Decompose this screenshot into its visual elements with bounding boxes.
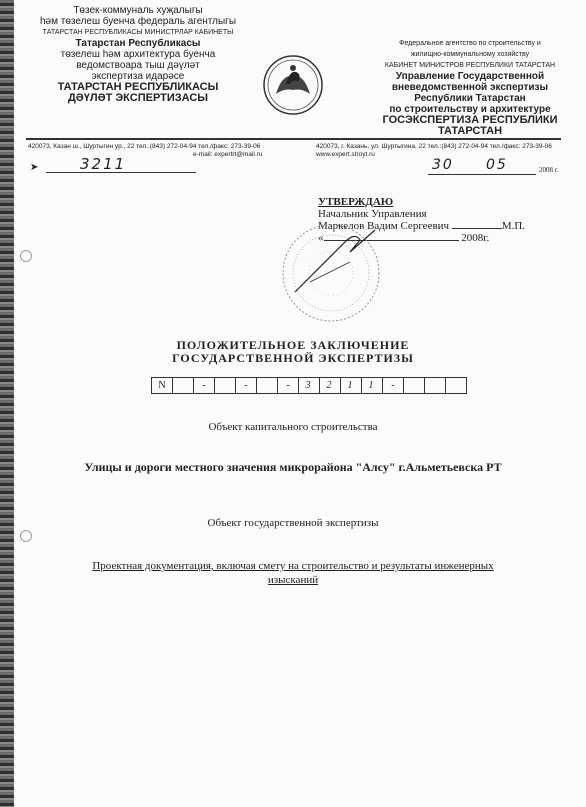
expertise-object-label: Объект государственной экспертизы [207, 517, 379, 529]
lh-right-line: Управление Государственной [395, 71, 545, 82]
email: e-mail: expertrt@mail.ru [193, 151, 263, 158]
lh-left-line: ДӘҮЛӘТ ЭКСПЕРТИЗАСЫ [67, 92, 209, 104]
punch-hole [20, 250, 32, 262]
letterhead-rule [26, 138, 561, 140]
lh-left-line: ведомствоара тыш дәүләт [76, 60, 200, 71]
date-underline [428, 174, 536, 175]
lh-right-line: КАБИНЕТ МИНИСТРОВ РЕСПУБЛИКИ ТАТАРСТАН [384, 62, 556, 69]
address-left: 420073, Казан ш., Шуртыгин ур., 22 тел.:(843) 272-04-94 тел./факс: 273-39-06 [28, 143, 261, 150]
conclusion-title-2: ГОСУДАРСТВЕННОЙ ЭКСПЕРТИЗЫ [172, 351, 414, 365]
number-cell [257, 377, 278, 394]
number-cell: 3 [299, 377, 320, 394]
approval-year: 2008г. [461, 232, 490, 244]
lh-right-line: Республики Татарстан [414, 93, 526, 104]
number-cell [446, 377, 467, 394]
website: www.expert.stroyt.ru [316, 151, 375, 158]
reference-number: 3211 [80, 155, 127, 173]
signature [290, 222, 390, 302]
conclusion-number-row [151, 377, 467, 394]
conclusion-title-1: ПОЛОЖИТЕЛЬНОЕ ЗАКЛЮЧЕНИЕ [176, 338, 410, 352]
binding-edge [0, 0, 14, 807]
letterhead-left [22, 5, 254, 104]
approval-date-open: « [318, 232, 324, 244]
lh-left-line: Татарстан Республикасы [75, 38, 201, 49]
number-cell [215, 377, 236, 394]
lh-right-line: жилищно-коммунальному хозяйству [410, 51, 530, 58]
number-cell [404, 377, 425, 394]
expertise-object-line1: Проектная документация, включая смету на строительство и результаты инженерных [92, 560, 494, 572]
date-day: 30 [432, 157, 454, 173]
lh-left-line: ТАТАРСТАН РЕСПУБЛИКАСЫ [57, 81, 219, 93]
ref-underline [46, 172, 196, 173]
number-cell [425, 377, 446, 394]
lh-right-line: ГОСЭКСПЕРТИЗА РЕСПУБЛИКИ [382, 114, 558, 126]
number-cell: 1 [362, 377, 383, 394]
number-cell [173, 377, 194, 394]
number-cell: N [151, 377, 173, 394]
lh-right-line: Федеральное агентство по строительству и [399, 40, 541, 47]
punch-hole [20, 530, 32, 542]
date-year: 2008 г. [539, 166, 559, 174]
number-cell: - [278, 377, 299, 394]
lh-right-line: ТАТАРСТАН [437, 125, 503, 137]
number-cell: - [194, 377, 215, 394]
arrow-mark: ➤ [30, 162, 39, 173]
number-cell: 2 [320, 377, 341, 394]
number-cell: 1 [341, 377, 362, 394]
address-right: 420073, г. Казань, ул. Шуртыгина, 22 тел.:(843) 272-04-94 тел./факс: 273-39-06 [316, 143, 552, 150]
coat-of-arms-emblem [262, 54, 324, 116]
approval-mp: М.П. [501, 220, 526, 232]
letterhead-right [360, 38, 580, 137]
lh-left-line: ТАТАРСТАН РЕСПУБЛИКАСЫ МИНИСТРЛАР КАБИНЕТЫ [42, 29, 234, 36]
date-month: 05 [486, 157, 508, 173]
number-cell: - [236, 377, 257, 394]
lh-right-line: вневедомственной экспертизы [391, 82, 549, 93]
capital-object-label: Объект капитального строительства [208, 421, 378, 433]
lh-left-line: Төзек-коммуналь хуҗалыгы [73, 5, 203, 16]
lh-right-line: по строительству и архитектуре [389, 104, 551, 115]
lh-left-line: төзелеш һәм архитектура буенча [60, 49, 216, 60]
expertise-object-line2: изысканий [267, 574, 319, 586]
approval-heading: УТВЕРЖДАЮ [318, 196, 394, 208]
number-cell: - [383, 377, 404, 394]
approval-name: Маркелов Вадим Сергеевич [318, 220, 450, 232]
lh-left-line: экспертиза идарәсе [91, 71, 185, 82]
approval-position: Начальник Управления [318, 208, 427, 220]
capital-object-name: Улицы и дороги местного значения микрорайона "Алсу" г.Альметьевска РТ [84, 460, 502, 474]
lh-left-line: һәм төзелеш буенча федераль агентлыгы [39, 16, 237, 27]
